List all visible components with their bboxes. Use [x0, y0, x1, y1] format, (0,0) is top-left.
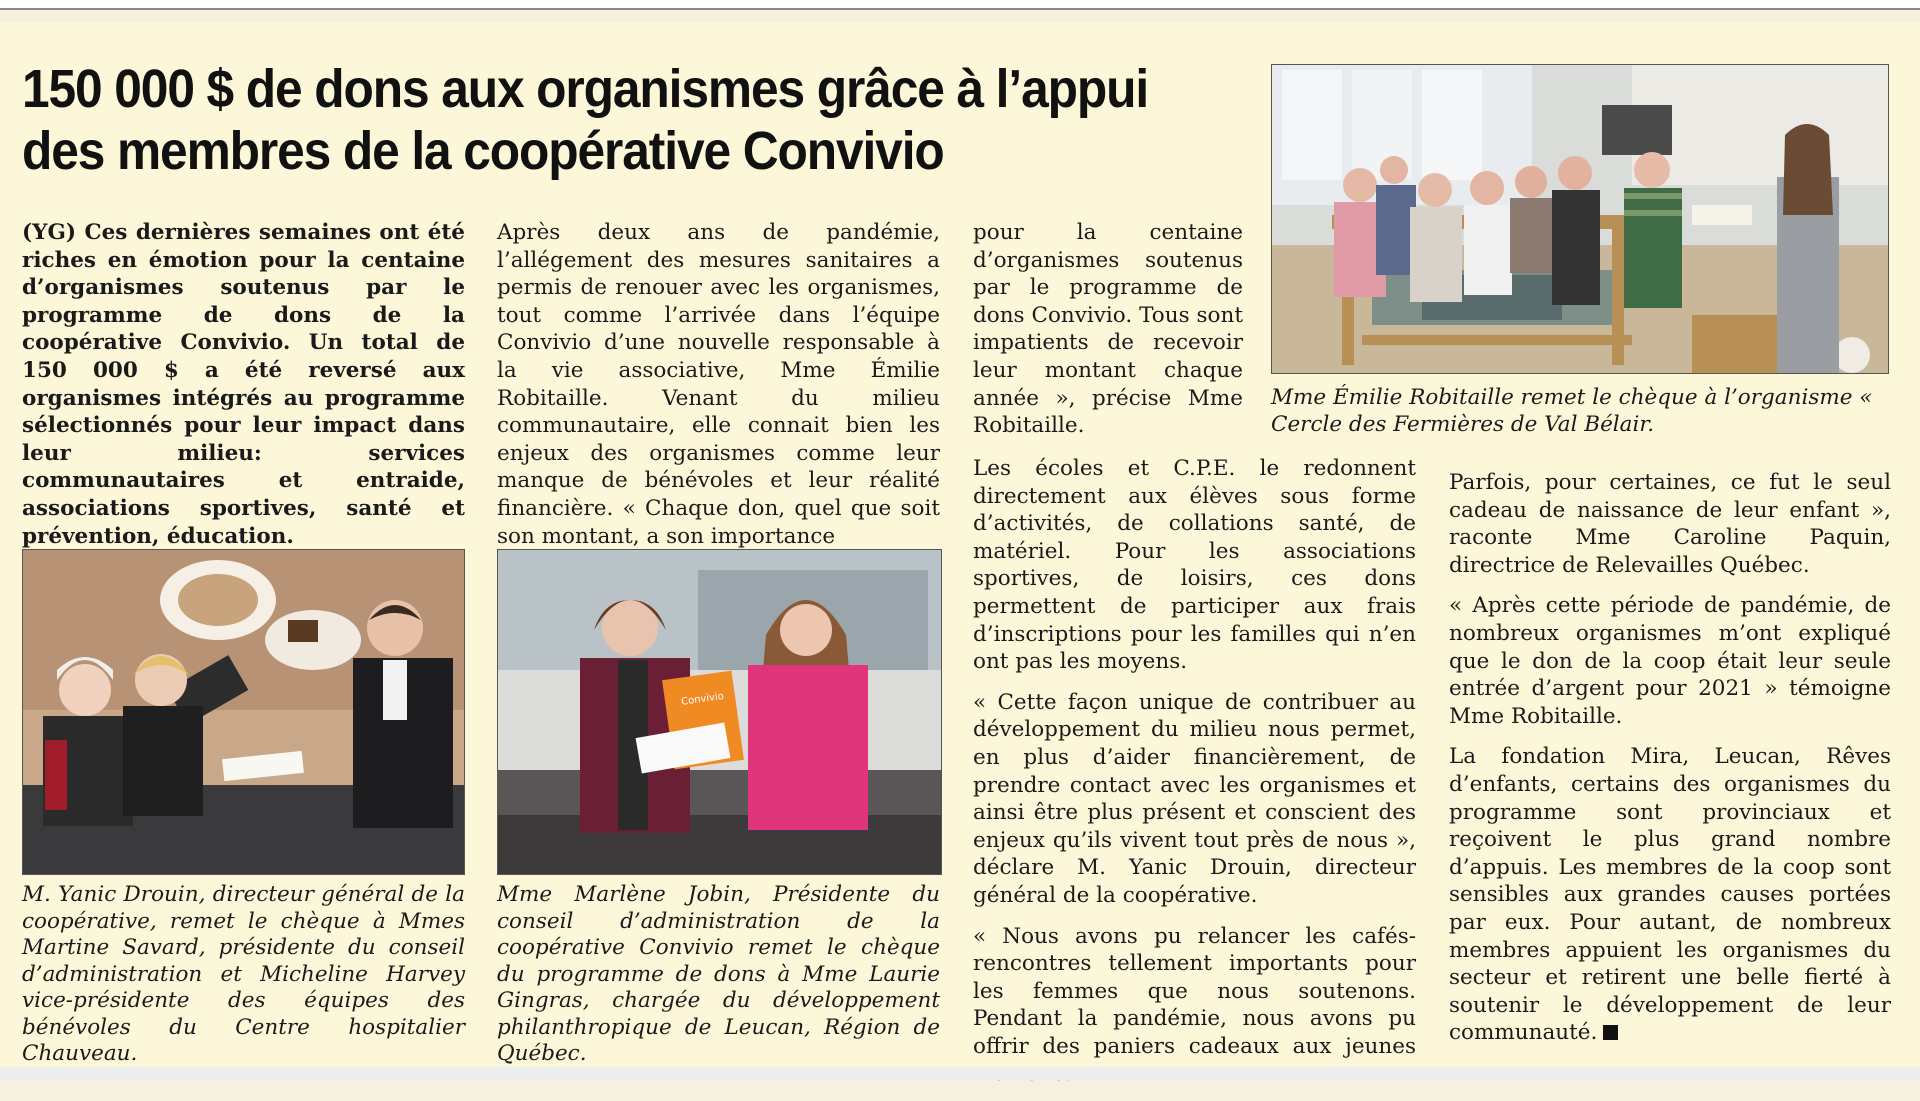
page-bottom-strip	[0, 1067, 1920, 1080]
caption-fermieres: Mme Émilie Robitaille remet le chèque à l’organisme « Cercle des Fermières de Val Bélair.	[1271, 385, 1873, 437]
article-paragraph: « Nous avons pu relancer les cafés-rencontres tellement importants pour les femmes que nous soutenons. Pendant la pandémie, nous avons pu offrir des paniers cadeaux aux jeunes	[973, 923, 1416, 1059]
article-column-4	[1449, 469, 1891, 1060]
article-column-3	[973, 455, 1416, 1101]
caption-chauveau: M. Yanic Drouin, directeur général de la coopérative, remet le chèque à Mmes Martine Savard, présidente du conseil d’administration et Micheline Harvey vice-présidente des équipes des bénévoles du Centre hospitalier Chauveau.	[22, 882, 465, 1066]
photo-fermieres	[1271, 64, 1889, 374]
article-column-1	[22, 219, 465, 563]
article-column-3-top	[973, 219, 1243, 453]
article-paragraph: pour la centaine d’organismes soutenus par le programme de dons Convivio. Tous sont impatients de recevoir leur montant chaque année », précise Mme Robitaille.	[973, 220, 1243, 439]
article-lead: (YG) Ces dernières semaines ont été riches en émotion pour la centaine d’organismes soutenus par le programme de dons de la coopérative Convivio. Un total de 150 000 $ a été reversé aux organismes intégrés au programme sélectionnés pour leur impact dans leur milieu: services communautaires et entraide, associations sportives, santé et prévention, éducation.	[22, 220, 465, 549]
photo-leucan	[497, 549, 942, 875]
article-paragraph: Après deux ans de pandémie, l’allégement des mesures sanitaires a permis de renouer avec les organismes, tout comme l’arrivée dans l’équipe Convivio d’une nouvelle responsable à la vie associative, Mme Émilie Robitaille. Venant du milieu communautaire, elle connait bien les enjeux des organismes comme leur manque de bénévoles et leur réalité financière. « Chaque don, quel que soit son montant, a son importance	[497, 220, 940, 549]
article-paragraph: « Après cette période de pandémie, de nombreux organismes m’ont expliqué que le don de la coop était leur seule entrée d’argent pour 2021 » témoigne Mme Robitaille.	[1449, 593, 1891, 729]
book-label: Convivio	[680, 690, 725, 708]
page-top-rule	[0, 0, 1920, 10]
article-column-2	[497, 219, 940, 563]
article-paragraph: « Cette façon unique de contribuer au développement du milieu nous permet, en plus d’aider financièrement, de prendre contact avec les organismes et ainsi être plus présent et conscient des enjeux qu’ils vivent tout près de nous », déclare M. Yanic Drouin, directeur général de la coopérative.	[973, 689, 1416, 908]
article-closing-text: La fondation Mira, Leucan, Rêves d’enfants, certains des organismes du programme sont provinciaux et reçoivent le plus grand nombre d’appuis. Les membres de la coop sont sensibles aux grandes causes portées par eux. Pour autant, de nombreux membres appuient les organismes du secteur et retirent une belle fierté à soutenir le développement de leur communauté.	[1449, 744, 1891, 1046]
photo-chauveau	[22, 549, 465, 875]
article-headline: 150 000 $ de dons aux organismes grâce à l’appui des membres de la coopérative Convivio	[22, 59, 1149, 181]
caption-leucan: Mme Marlène Jobin, Présidente du conseil d’administration de la coopérative Convivio remet le chèque du programme de dons à Mme Laurie Gingras, chargée du développement philanthropique de Leucan, Région de Québec.	[497, 882, 940, 1066]
article-paragraph: Parfois, pour certaines, ce fut le seul cadeau de naissance de leur enfant », raconte Mme Caroline Paquin, directrice de Relevailles Québec.	[1449, 470, 1891, 578]
end-of-article-mark	[1603, 1025, 1618, 1040]
article-paragraph: Les écoles et C.P.E. le redonnent directement aux élèves sous forme d’activités, de collations santé, de matériel. Pour les associations sportives, de loisirs, ces dons permettent de participer aux frais d’inscriptions pour les familles qui n’en ont pas les moyens.	[973, 456, 1416, 675]
article-paragraph	[1449, 743, 1891, 1047]
